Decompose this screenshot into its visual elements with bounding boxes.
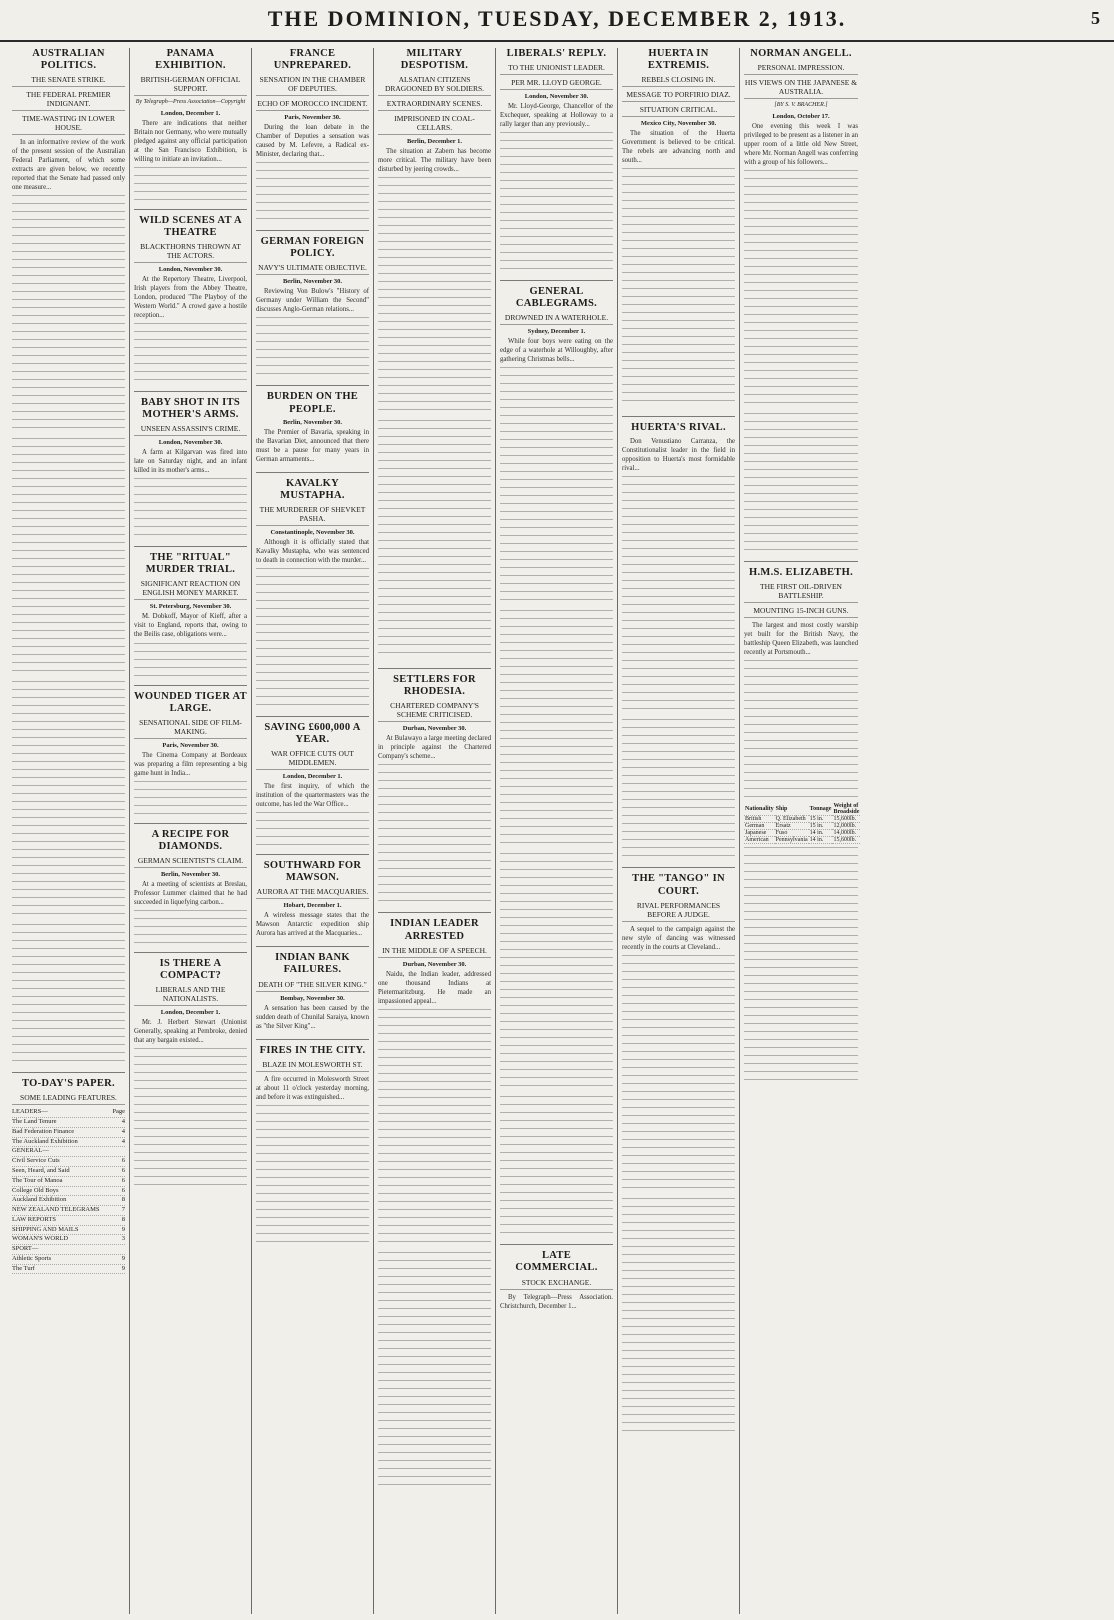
index-item-page: 9: [121, 1225, 125, 1233]
article-liberals-reply: [500, 48, 613, 272]
body-text-lines: [622, 168, 735, 408]
table-header-cell: Nationality: [744, 803, 775, 816]
page-number: 5: [1091, 8, 1100, 28]
article-norman-angell: [744, 48, 858, 553]
headline: AUSTRALIAN POLITICS.: [32, 48, 105, 72]
index-item: [12, 1216, 125, 1226]
article-huerta-extremis: [622, 48, 735, 408]
body-text-lines: [378, 764, 491, 904]
column-5: [496, 48, 618, 1614]
article-body: At a meeting of scientists at Breslau, Professor Lummer claimed that he had succeeded in liquefying carbon...: [134, 880, 247, 906]
body-text-lines: [500, 132, 613, 272]
index-item-page: 9: [121, 1254, 125, 1262]
body-text-lines: [500, 1096, 613, 1236]
column-2: [130, 48, 252, 1614]
headline: A RECIPE FOR DIAMONDS.: [151, 828, 230, 852]
body-text-lines: [134, 167, 247, 201]
dateline: Constantinople, November 30.: [270, 528, 355, 536]
subheading: SOME LEADING FEATURES.: [12, 1093, 125, 1105]
column-1: [8, 48, 130, 1614]
table-cell: American: [744, 836, 775, 843]
newspaper-columns: [8, 48, 1106, 1614]
subheading: CHARTERED COMPANY'S SCHEME CRITICISED.: [378, 701, 491, 722]
table-row: [744, 822, 860, 829]
dateline: Durban, November 30.: [402, 725, 467, 733]
headline: IS THERE A COMPACT?: [159, 957, 222, 981]
article-military-despotism: [378, 48, 491, 660]
body-text-lines: [134, 643, 247, 677]
index-item-page: 4: [121, 1127, 125, 1135]
subheading: TO THE UNIONIST LEADER.: [500, 63, 613, 75]
index-item-label: The Tour of Manoa: [12, 1176, 63, 1184]
dateline: Berlin, December 1.: [406, 138, 463, 146]
table-row: [744, 836, 860, 843]
article-hms-elizabeth: [744, 561, 858, 1087]
wire-credit: By Telegraph—Press Association—Copyright: [135, 99, 246, 106]
dateline: Paris, November 30.: [284, 114, 341, 122]
index-item-page: 6: [121, 1176, 125, 1184]
subheading: WAR OFFICE CUTS OUT MIDDLEMEN.: [256, 749, 369, 770]
article-france-unprepared: [256, 48, 369, 222]
table-cell: Ersatz: [775, 822, 809, 829]
article-body: At Bulawayo a large meeting declared in principle against the Chartered Company's scheme...: [378, 735, 491, 761]
index-item-page: 6: [121, 1186, 125, 1194]
index-item-label: Civil Service Cuts: [12, 1157, 60, 1165]
article-fires-city: [256, 1039, 369, 1245]
subheading: PER MR. LLOYD GEORGE.: [500, 78, 613, 90]
article-body: A farm at Kilgarvan was fired into late on Saturday night, and an infant killed in its mother's arms...: [134, 449, 247, 475]
subheading: DROWNED IN A WATERHOLE.: [500, 313, 613, 325]
table-cell: 15,600lb.: [832, 836, 860, 843]
article-body: The Premier of Bavaria, speaking in the Bavarian Diet, announced that there must be a pause for many years in German armaments...: [256, 428, 369, 463]
index-item: [12, 1196, 125, 1206]
index-item-label: LAW REPORTS: [12, 1215, 56, 1223]
index-item-page: 8: [121, 1196, 125, 1204]
index-item-page: 6: [121, 1157, 125, 1165]
article-body: During the loan debate in the Chamber of Deputies a sensation was caused by M. Lefevre, a Radical ex-Minister, declaring that...: [256, 124, 369, 159]
body-text-lines: [12, 195, 125, 435]
body-text-lines: [622, 719, 735, 859]
article-general-cablegrams: [500, 280, 613, 1236]
article-body: Mr. Lloyd-George, Chancellor of the Exchequer, speaking at Holloway to a rally larger than any previously...: [500, 103, 613, 129]
index-item-page: Page: [112, 1108, 125, 1116]
table-cell: Fuso: [775, 829, 809, 836]
table-cell: Japanese: [744, 829, 775, 836]
table-cell: 15,600lb.: [832, 815, 860, 822]
index-item-label: SHIPPING AND MAILS: [12, 1225, 79, 1233]
subheading: EXTRAORDINARY SCENES.: [378, 99, 491, 111]
index-item: [12, 1138, 125, 1148]
masthead: [0, 0, 1114, 42]
headline: PANAMA EXHIBITION.: [155, 48, 226, 72]
byline: [BY S. V. BRACHER.]: [774, 102, 828, 109]
body-text-lines: [256, 812, 369, 846]
subheading: RIVAL PERFORMANCES BEFORE A JUDGE.: [622, 901, 735, 922]
subheading: SENSATION IN THE CHAMBER OF DEPUTIES.: [256, 75, 369, 96]
headline: FRANCE UNPREPARED.: [273, 48, 352, 72]
index-item: [12, 1108, 125, 1118]
article-body: M. Dobkoff, Mayor of Kieff, after a visit to England, reports that, owing to the Beilis case, obligations were...: [134, 613, 247, 639]
body-text-lines: [744, 847, 858, 1087]
article-huertas-rival: [622, 416, 735, 859]
index-item-label: WOMAN'S WORLD: [12, 1235, 69, 1243]
index-item: [12, 1128, 125, 1138]
article-body: One evening this week I was privileged to be present as a listener in an upper room of a little old New Street, where Mr. Norman Angell was conferring with a group of his followers...: [744, 122, 859, 166]
article-ritual-murder: [134, 546, 247, 676]
article-german-foreign-policy: [256, 230, 369, 377]
article-body: Naidu, the Indian leader, addressed one thousand Indians at Pietermaritzburg. He made an impassioned appeal...: [378, 970, 491, 1005]
body-text-lines: [134, 781, 247, 815]
body-text-lines: [256, 568, 369, 708]
article-compact: [134, 952, 247, 1188]
index-item-page: 4: [121, 1137, 125, 1145]
index-item: [12, 1177, 125, 1187]
article-late-commercial: [500, 1244, 613, 1310]
headline: BABY SHOT IN ITS MOTHER'S ARMS.: [140, 397, 241, 421]
index-item-label: Bad Federation Finance: [12, 1127, 75, 1135]
table-row: [744, 829, 860, 836]
dateline: Sydney, December 1.: [527, 328, 586, 336]
article-kavalky-mustapha: [256, 472, 369, 708]
article-todays-paper: [12, 1072, 125, 1274]
article-body: The first inquiry, of which the institution of the quartermasters was the outcome, has led the War Office...: [256, 783, 369, 809]
body-text-lines: [12, 438, 125, 678]
article-body: The largest and most costly warship yet built for the British Navy, the battleship Queen Elizabeth, was launched recently at Portsmouth...: [744, 621, 858, 656]
body-text-lines: [378, 420, 491, 660]
subheading: THE FEDERAL PREMIER INDIGNANT.: [12, 90, 125, 111]
subheading: IMPRISONED IN COAL-CELLARS.: [378, 114, 491, 135]
subheading: STOCK EXCHANGE.: [500, 1278, 613, 1290]
subheading: BLAZE IN MOLESWORTH ST.: [256, 1060, 369, 1072]
headline: GENERAL CABLEGRAMS.: [515, 286, 598, 310]
index-item-page: 6: [121, 1166, 125, 1174]
headline: INDIAN LEADER ARRESTED: [390, 918, 479, 942]
column-3: [252, 48, 374, 1614]
body-text-lines: [256, 317, 369, 377]
subheading: IN THE MIDDLE OF A SPEECH.: [378, 946, 491, 958]
article-body: Although it is officially stated that Kavalky Mustapha, who was sentenced to death in connection with the murder...: [256, 538, 369, 564]
article-southward-mawson: [256, 854, 369, 938]
table-header-cell: Tonnage: [809, 803, 833, 816]
headline: HUERTA'S RIVAL.: [631, 422, 726, 434]
body-text-lines: [134, 478, 247, 538]
index-item-label: LEADERS—: [12, 1108, 48, 1116]
body-text-lines: [500, 610, 613, 850]
index-item-label: The Land Tenure: [12, 1118, 57, 1126]
subheading: GERMAN SCIENTIST'S CLAIM.: [134, 856, 247, 868]
subheading: SENSATIONAL SIDE OF FILM-MAKING.: [134, 718, 247, 739]
dateline: Bombay, November 30.: [280, 994, 345, 1002]
dateline: London, December 1.: [160, 1009, 221, 1017]
headline: THE "RITUAL" MURDER TRIAL.: [145, 552, 236, 576]
table-cell: 14 in.: [809, 829, 833, 836]
article-body: A sequel to the campaign against the new style of dancing was witnessed recently in the courts at Cleveland...: [622, 925, 735, 951]
index-item: [12, 1167, 125, 1177]
dateline: London, December 1.: [160, 109, 221, 117]
body-text-lines: [12, 681, 125, 921]
dateline: Mexico City, November 30.: [640, 120, 717, 128]
article-burden-people: [256, 385, 369, 463]
subheading: BLACKTHORNS THROWN AT THE ACTORS.: [134, 242, 247, 263]
dateline: Durban, November 30.: [402, 960, 467, 968]
headline: KAVALKY MUSTAPHA.: [280, 477, 345, 501]
article-body: Don Venustiano Carranza, the Constitutionalist leader in the field in opposition to Huerta's most formidable rival...: [622, 438, 735, 473]
index-item: [12, 1255, 125, 1265]
index-item-page: 7: [121, 1206, 125, 1214]
dateline: St. Petersburg, November 30.: [149, 603, 232, 611]
dateline: London, October 17.: [772, 112, 830, 120]
contents-index: [12, 1108, 125, 1274]
article-body: At the Repertory Theatre, Liverpool, Irish players from the Abbey Theatre, London, produced "The Playboy of the Western World." A crowd gave a hostile reception...: [134, 275, 247, 320]
index-item-page: 3: [121, 1235, 125, 1243]
article-body: A sensation has been caused by the sudden death of Chunilal Saraiya, known as "the Silver King"...: [256, 1004, 369, 1030]
column-7: [740, 48, 862, 1614]
headline: MILITARY DESPOTISM.: [400, 48, 469, 72]
headline: GERMAN FOREIGN POLICY.: [260, 236, 365, 260]
dateline: Paris, November 30.: [162, 741, 219, 749]
table-cell: 12,000lb.: [832, 822, 860, 829]
article-body: The Cinema Company at Bordeaux was preparing a film representing a big game hunt in India...: [134, 751, 247, 777]
index-item-page: 9: [121, 1264, 125, 1272]
headline: NORMAN ANGELL.: [750, 48, 852, 59]
index-item: [12, 1147, 125, 1157]
article-wounded-tiger: [134, 685, 247, 815]
subheading: DEATH OF "THE SILVER KING.": [256, 980, 369, 992]
dateline: London, November 30.: [158, 439, 223, 447]
subheading: UNSEEN ASSASSIN'S CRIME.: [134, 424, 247, 436]
subheading: PERSONAL IMPRESSION.: [744, 63, 858, 75]
subheading: THE MURDERER OF SHEVKET PASHA.: [256, 505, 369, 526]
dateline: London, December 1.: [282, 773, 343, 781]
subheading: THE SENATE STRIKE.: [12, 75, 125, 87]
column-6: [618, 48, 740, 1614]
index-item: [12, 1265, 125, 1275]
headline: SAVING £600,000 A YEAR.: [264, 721, 361, 745]
body-text-lines: [256, 162, 369, 222]
body-text-lines: [134, 910, 247, 944]
article-wild-scenes: [134, 209, 247, 383]
body-text-lines: [378, 1009, 491, 1249]
table-cell: 14 in.: [809, 836, 833, 843]
index-item-label: The Turf: [12, 1264, 35, 1272]
dateline: Berlin, November 30.: [160, 870, 221, 878]
article-body: While four boys were eating on the edge of a waterhole at Willoughby, after gathering Christmas bells...: [500, 338, 613, 364]
index-item-label: GENERAL—: [12, 1147, 49, 1155]
body-text-lines: [744, 660, 858, 800]
index-item: [12, 1187, 125, 1197]
newspaper-title: THE DOMINION, TUESDAY, DECEMBER 2, 1913.: [267, 6, 847, 31]
subheading: NAVY'S ULTIMATE OBJECTIVE.: [256, 263, 369, 275]
table-cell: British: [744, 815, 775, 822]
headline: TO-DAY'S PAPER.: [22, 1078, 115, 1090]
battleship-comparison-table: [744, 803, 860, 844]
subheading: SIGNIFICANT REACTION ON ENGLISH MONEY MARKET.: [134, 579, 247, 600]
article-tango-court: [622, 867, 735, 1437]
index-item-label: The Auckland Exhibition: [12, 1137, 78, 1145]
article-body: A wireless message states that the Mawson Antarctic expedition ship Aurora has arrived at the Macquaries...: [256, 912, 369, 938]
index-item-label: Auckland Exhibition: [12, 1196, 67, 1204]
subheading: BRITISH-GERMAN OFFICIAL SUPPORT.: [134, 75, 247, 96]
index-item-label: Athletic Sports: [12, 1254, 52, 1262]
body-text-lines: [134, 1048, 247, 1188]
index-item-page: 4: [121, 1118, 125, 1126]
table-cell: 14,000lb.: [832, 829, 860, 836]
table-header-cell: Weight of Broadside: [833, 802, 860, 815]
subheading: REBELS CLOSING IN.: [622, 75, 735, 87]
article-australian-politics: [12, 48, 125, 1064]
body-text-lines: [256, 1105, 369, 1245]
article-body: The situation of the Huerta Government is believed to be critical. The rebels are advancing north and south...: [622, 130, 735, 165]
headline: SOUTHWARD FOR MAWSON.: [263, 860, 362, 884]
column-4: [374, 48, 496, 1614]
subheading: AURORA AT THE MACQUARIES.: [256, 887, 369, 899]
article-saving-600000: [256, 716, 369, 846]
article-body: Reviewing Von Bulow's "History of Germany under William the Second" discusses Anglo-German relations...: [256, 288, 369, 314]
body-text-lines: [500, 853, 613, 1093]
headline: INDIAN BANK FAILURES.: [275, 952, 350, 976]
subheading: THE FIRST OIL-DRIVEN BATTLESHIP.: [744, 582, 858, 603]
index-item: [12, 1226, 125, 1236]
dateline: Hobart, December 1.: [283, 902, 342, 910]
index-item-label: College Old Boys: [12, 1186, 59, 1194]
headline: SETTLERS FOR RHODESIA.: [393, 674, 476, 698]
subheading: SITUATION CRITICAL.: [622, 105, 735, 117]
article-body: Mr. J. Herbert Stewart (Unionist Generally, speaking at Pembroke, denied that any bargain existed...: [134, 1019, 247, 1045]
headline: LATE COMMERCIAL.: [515, 1250, 598, 1274]
body-text-lines: [134, 323, 247, 383]
body-text-lines: [378, 177, 491, 417]
article-settlers-rhodesia: [378, 668, 491, 904]
index-item-label: SPORT—: [12, 1245, 39, 1253]
subheading: MESSAGE TO PORFIRIO DIAZ.: [622, 90, 735, 102]
headline: THE "TANGO" IN COURT.: [632, 873, 725, 897]
table-cell: 15 in.: [809, 822, 833, 829]
article-baby-shot: [134, 391, 247, 538]
headline: WOUNDED TIGER AT LARGE.: [134, 690, 247, 714]
body-text-lines: [744, 170, 858, 410]
index-item-label: NEW ZEALAND TELEGRAMS: [12, 1206, 100, 1214]
subheading: ALSATIAN CITIZENS DRAGOONED BY SOLDIERS.: [378, 75, 491, 96]
table-cell: 15 in.: [809, 815, 833, 822]
body-text-lines: [622, 955, 735, 1195]
dateline: London, November 30.: [158, 265, 223, 273]
body-text-lines: [622, 1198, 735, 1438]
table-cell: Q. Elizabeth: [775, 815, 809, 822]
subheading: LIBERALS AND THE NATIONALISTS.: [134, 985, 247, 1006]
table-row: [744, 815, 860, 822]
dateline: Berlin, November 30.: [282, 418, 343, 426]
headline: FIRES IN THE CITY.: [259, 1044, 366, 1056]
body-text-lines: [378, 1252, 491, 1492]
dateline: Berlin, November 30.: [282, 278, 343, 286]
subheading: ECHO OF MOROCCO INCIDENT.: [256, 99, 369, 111]
headline: LIBERALS' REPLY.: [506, 48, 607, 59]
article-body: A fire occurred in Molesworth Street at about 11 o'clock yesterday morning, and before it was extinguished...: [256, 1075, 369, 1101]
index-item: [12, 1157, 125, 1167]
table-cell: Pennsylvania: [775, 836, 808, 843]
body-text-lines: [622, 476, 735, 716]
body-text-lines: [744, 413, 858, 553]
body-text-lines: [12, 924, 125, 1064]
index-item: [12, 1206, 125, 1216]
index-item-label: Seen, Heard, and Said: [12, 1166, 70, 1174]
headline: H.M.S. ELIZABETH.: [749, 566, 853, 578]
subheading: HIS VIEWS ON THE JAPANESE & AUSTRALIA.: [744, 78, 858, 99]
index-item-page: 8: [121, 1215, 125, 1223]
index-item: [12, 1235, 125, 1245]
table-header-row: [744, 803, 860, 816]
article-indian-bank: [256, 946, 369, 1030]
article-body: There are indications that neither Britain nor Germany, who were mutually pledged against any official participation at the San Francisco Exhibition, is willing to initiate an invitation...: [134, 119, 247, 163]
body-text-lines: [500, 367, 613, 607]
article-indian-leader: [378, 912, 491, 1491]
table-cell: German: [744, 822, 775, 829]
article-panama-exhibition: [134, 48, 247, 201]
headline: WILD SCENES AT A THEATRE: [139, 214, 242, 238]
article-recipe-diamonds: [134, 823, 247, 944]
table-header-cell: Ship: [775, 803, 809, 816]
index-item: [12, 1118, 125, 1128]
index-item: [12, 1245, 125, 1255]
headline: HUERTA IN EXTREMIS.: [647, 48, 710, 72]
subheading: TIME-WASTING IN LOWER HOUSE.: [12, 114, 125, 135]
dateline: London, November 30.: [524, 93, 589, 101]
article-body: In an informative review of the work of the present session of the Australian Federal Parliament, of which some extracts are given below, we recently reported that the Senate had passed only one measure...: [12, 139, 125, 192]
subheading: MOUNTING 15-INCH GUNS.: [744, 606, 858, 618]
headline: BURDEN ON THE PEOPLE.: [266, 391, 359, 415]
article-body: The situation at Zabern has become more critical. The military have been disturbed by jeering crowds...: [378, 148, 491, 174]
article-body: By Telegraph—Press Association. Christchurch, December 1...: [500, 1293, 613, 1310]
